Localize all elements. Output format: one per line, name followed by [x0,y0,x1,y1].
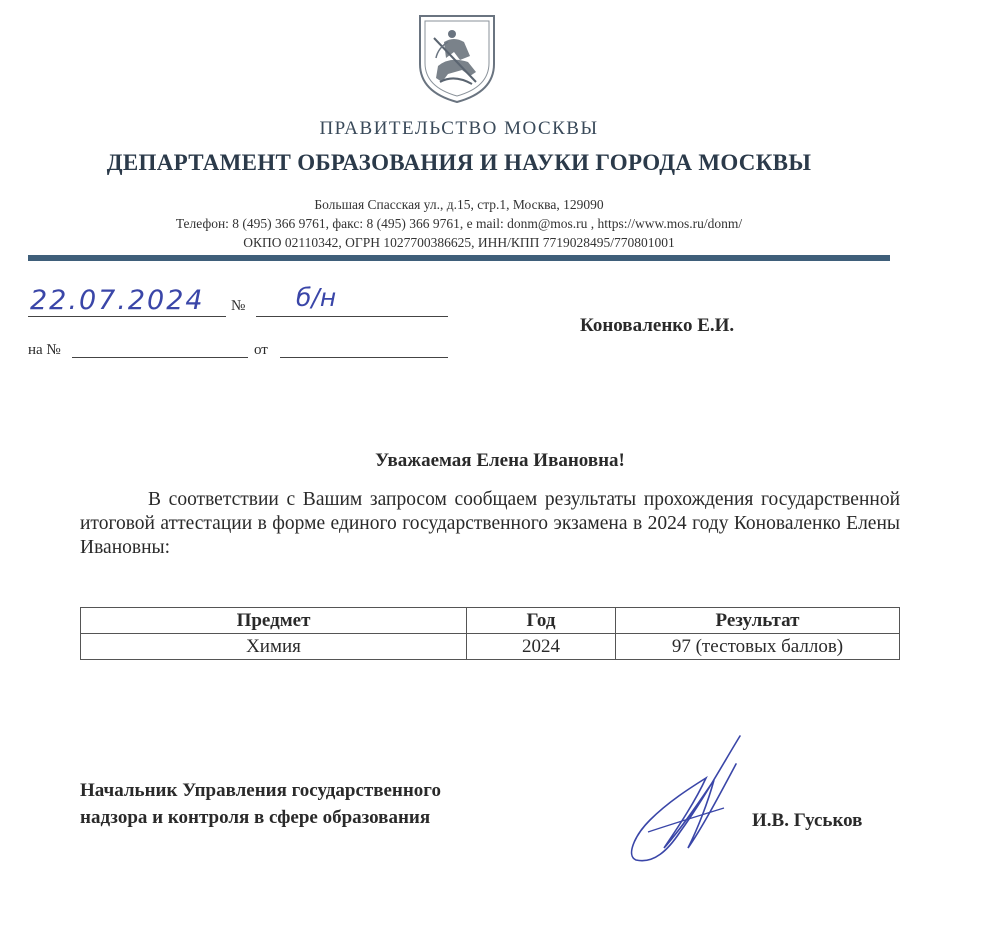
department-name: ДЕПАРТАМЕНТ ОБРАЗОВАНИЯ И НАУКИ ГОРОДА МОСКВЫ [106,150,812,175]
addressee: Коноваленко Е.И. [580,315,735,336]
letter-body: В соответствии с Вашим запросом сообщаем результаты прохождения государственной итоговой аттестации в форме единого государственного экзамена в 2024 году Коноваленко Елены Ивановны: [80,489,900,558]
signer-position-line-2: надзора и контроля в сфере образования [80,807,431,828]
registration-date-line [28,316,226,317]
registration-date: 22.07.2024 [30,285,205,316]
reference-date-label: от [254,342,268,358]
cell-year: 2024 [467,634,616,660]
signer-position [80,777,441,831]
column-header-result: Результат [616,608,900,634]
department-address: Большая Спасская ул., д.15, стр.1, Москва, 129090 [314,197,604,212]
column-header-year: Год [467,608,616,634]
column-header-subject: Предмет [81,608,467,634]
moscow-coat-of-arms-icon [414,12,500,106]
reference-number-line [72,357,248,358]
table-row [81,634,900,660]
signer-position-line-1: Начальник Управления государственного [80,780,441,801]
table-header-row [81,608,900,634]
results-table [80,607,900,660]
department-contacts: Телефон: 8 (495) 366 9761, факс: 8 (495) 366 9761, e mail: donm@mos.ru , https://www.mos.ru/donm/ [175,216,743,231]
header-divider [28,255,890,261]
registration-number: б/н [296,283,337,312]
cell-result: 97 (тестовых баллов) [616,634,900,660]
department-registry-codes: ОКПО 02110342, ОГРН 1027700386625, ИНН/КПП 7719028495/770801001 [243,235,675,250]
reference-date-line [280,357,448,358]
handwritten-signature [628,732,748,868]
cell-subject: Химия [81,634,467,660]
reference-number-label: на № [28,342,61,358]
registration-number-label: № [231,298,246,314]
greeting: Уважаемая Елена Ивановна! [375,450,625,471]
signer-name: И.В. Гуськов [752,810,863,831]
government-name: ПРАВИТЕЛЬСТВО МОСКВЫ [319,118,599,139]
registration-number-line [256,316,448,317]
